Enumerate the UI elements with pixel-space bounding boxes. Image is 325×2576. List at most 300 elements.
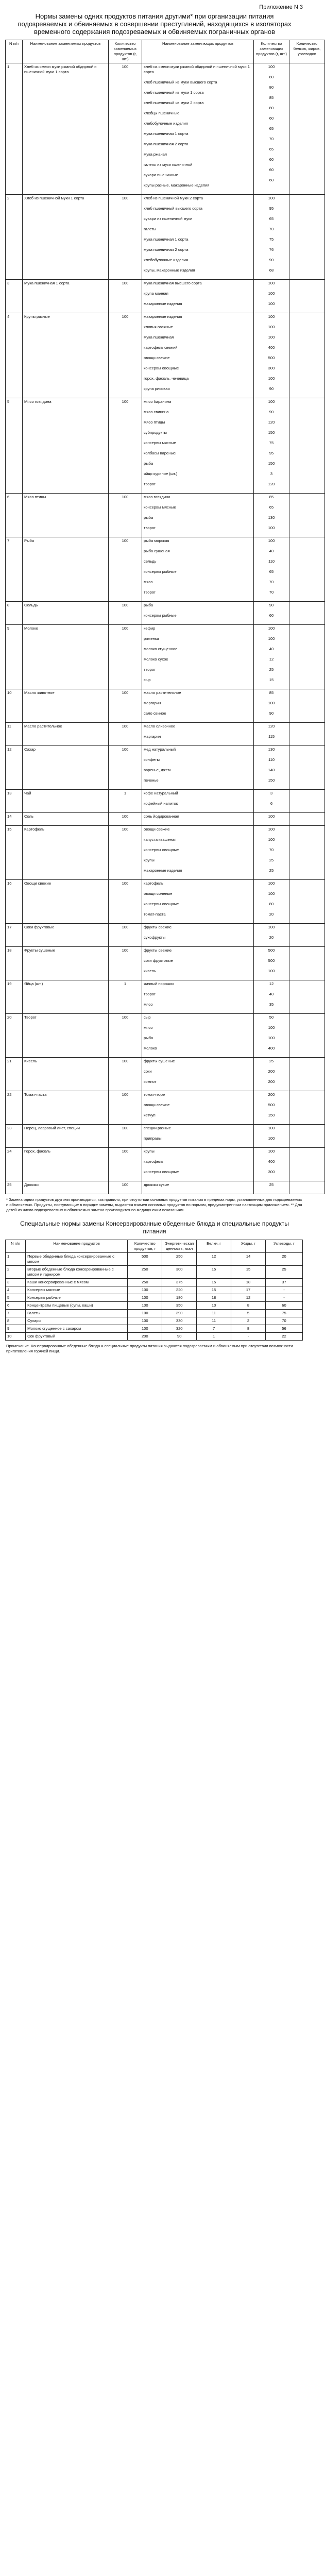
replacement-item: макаронные изделия: [144, 868, 182, 873]
replacement-item: сельдь: [144, 559, 157, 564]
table-row: [6, 790, 325, 813]
row-name: Молоко: [23, 625, 109, 689]
replacement-qty-item: 75: [269, 237, 274, 242]
row-replacement-qty: [254, 494, 289, 537]
header2-protein: Белки, г: [197, 1240, 231, 1253]
cell-e: 220: [162, 1286, 197, 1294]
table-row: [6, 689, 325, 723]
replacement-item: субпродукты: [144, 430, 167, 435]
replacement-qty-item: 65: [269, 569, 274, 574]
row-name: Яйца (шт.): [23, 980, 109, 1014]
replacement-qty-item: 100: [268, 301, 275, 306]
table-row: [6, 947, 325, 980]
replacement-item: масло растительное: [144, 690, 181, 695]
row-name: Горох, фасоль: [23, 1148, 109, 1181]
header2-carbs: Углеводы, г: [265, 1240, 302, 1253]
replacement-qty-item: 15: [269, 677, 274, 682]
row-replacement-qty: [254, 980, 289, 1014]
cell-p: 1: [197, 1333, 231, 1341]
row-note: [289, 313, 325, 398]
table-row: [6, 313, 325, 398]
row-qty: 100: [109, 602, 142, 625]
cell-f: 12: [231, 1294, 266, 1302]
replacement-qty-item: 100: [268, 376, 275, 381]
row-name: Дрожжи: [23, 1181, 109, 1194]
header2-fat: Жиры, г: [231, 1240, 266, 1253]
replacement-qty-item: 20: [269, 935, 274, 940]
row-num: 17: [6, 924, 23, 947]
replacement-qty-item: 68: [269, 268, 274, 273]
cell-name: Каши консервированные с мясом: [26, 1279, 128, 1286]
cell-num: 10: [6, 1333, 26, 1341]
replacement-item: соки фруктовые: [144, 958, 173, 963]
row-replacements: [142, 746, 254, 790]
row-replacement-qty: [254, 602, 289, 625]
row-name: Мясо говядина: [23, 398, 109, 494]
row-name: Мука пшеничная 1 сорта: [23, 280, 109, 313]
row-replacement-qty: [254, 813, 289, 826]
replacement-item: хлеб из смеси муки ржаной обдирной и пшеничной муки 1 сорта: [144, 64, 250, 74]
replacement-qty-item: 85: [269, 690, 274, 695]
row-replacement-qty: [254, 625, 289, 689]
row-name: Хлеб из смеси муки ржаной обдирной и пшеничной муки 1 сорта: [23, 63, 109, 195]
replacement-qty-item: 65: [269, 216, 274, 221]
replacement-item: сухари из пшеничной муки: [144, 216, 193, 221]
replacement-item: консервы рыбные: [144, 569, 177, 574]
cell-f: 14: [231, 1253, 266, 1266]
replacement-qty-item: 150: [268, 778, 275, 783]
row-note: [289, 1091, 325, 1125]
row-num: 23: [6, 1125, 23, 1148]
replacement-item: соль йодированная: [144, 814, 179, 819]
cell-f: -: [231, 1333, 266, 1341]
cell-f: 18: [231, 1279, 266, 1286]
table-row: [6, 494, 325, 537]
cell-e: 180: [162, 1294, 197, 1302]
cell-qty: 100: [128, 1310, 162, 1317]
row-note: [289, 398, 325, 494]
cell-num: 8: [6, 1317, 26, 1325]
replacement-qty-item: 500: [268, 948, 275, 953]
replacement-qty-item: 120: [268, 420, 275, 425]
row-name: Соки фруктовые: [23, 924, 109, 947]
row-replacements: [142, 63, 254, 195]
cell-c: -: [265, 1294, 302, 1302]
row-name: Масло растительное: [23, 723, 109, 746]
row-replacement-qty: [254, 746, 289, 790]
cell-c: -: [265, 1286, 302, 1294]
replacement-item: фрукты сушеные: [144, 1059, 175, 1063]
replacement-item: варенье, джем: [144, 768, 171, 772]
row-replacement-qty: [254, 880, 289, 924]
replacement-item: сало свиное: [144, 711, 166, 716]
cell-c: 37: [265, 1279, 302, 1286]
cell-c: 70: [265, 1317, 302, 1325]
table2-row: [6, 1317, 303, 1325]
cell-qty: 100: [128, 1286, 162, 1294]
row-replacements: [142, 790, 254, 813]
table-row: [6, 537, 325, 602]
replacement-item: картофель: [144, 881, 163, 886]
replacement-qty-item: 70: [269, 580, 274, 584]
replacement-qty-item: 25: [269, 1059, 274, 1063]
row-replacements: [142, 880, 254, 924]
replacement-item: хлеб пшеничный из муки 1 сорта: [144, 90, 204, 95]
row-replacements: [142, 689, 254, 723]
replacement-qty-item: 6: [270, 801, 273, 806]
cell-f: 15: [231, 1266, 266, 1279]
row-replacement-qty: [254, 924, 289, 947]
replacement-item: кисель: [144, 969, 156, 973]
row-note: [289, 1181, 325, 1194]
cell-qty: 200: [128, 1333, 162, 1341]
row-name: Мясо птицы: [23, 494, 109, 537]
cell-f: 8: [231, 1302, 266, 1310]
replacement-qty-item: 100: [268, 636, 275, 641]
page-title: Нормы замены одних продуктов питания другими* при организации питания подозреваемых и обвиняемых в совершении преступлений, находящихся в изоляторах временного содержания подозреваемых и обвиняемых пограничных органов: [18, 12, 292, 36]
replacement-item: соки: [144, 1069, 152, 1074]
replacement-qty-item: 70: [269, 590, 274, 595]
cell-qty: 500: [128, 1253, 162, 1266]
cell-e: 250: [162, 1253, 197, 1266]
cell-num: 7: [6, 1310, 26, 1317]
replacement-item: сухари пшеничные: [144, 173, 178, 177]
replacement-qty-item: 300: [268, 1170, 275, 1174]
replacement-qty-item: 100: [268, 701, 275, 705]
table2-row: [6, 1294, 303, 1302]
row-replacement-qty: [254, 947, 289, 980]
replacement-item: молоко: [144, 1046, 157, 1050]
replacement-qty-item: 100: [268, 281, 275, 285]
cell-c: 20: [265, 1253, 302, 1266]
replacement-qty-item: 85: [269, 95, 274, 100]
replacement-item: горох, фасоль, чечевица: [144, 376, 189, 381]
table-row: [6, 1125, 325, 1148]
replacement-qty-item: 85: [269, 495, 274, 499]
row-qty: 1: [109, 980, 142, 1014]
row-qty: 100: [109, 1125, 142, 1148]
replacement-item: компот: [144, 1079, 157, 1084]
row-num: 6: [6, 494, 23, 537]
replacement-qty-item: 12: [269, 657, 274, 662]
row-replacement-qty: [254, 1091, 289, 1125]
row-note: [289, 689, 325, 723]
row-qty: 100: [109, 689, 142, 723]
row-note: [289, 602, 325, 625]
replacement-item: крупы: [144, 858, 155, 862]
replacement-item: хлебобулочные изделия: [144, 121, 189, 126]
replacement-item: галеты из муки пшеничной: [144, 162, 193, 167]
row-replacement-qty: [254, 1148, 289, 1181]
row-name: Перец, лавровый лист, специи: [23, 1125, 109, 1148]
replacement-qty-item: 60: [269, 116, 274, 121]
row-replacements: [142, 1091, 254, 1125]
replacement-qty-item: 25: [269, 858, 274, 862]
row-replacements: [142, 537, 254, 602]
replacement-item: кефир: [144, 626, 156, 631]
table-row: [6, 280, 325, 313]
cell-e: 300: [162, 1266, 197, 1279]
row-qty: 100: [109, 880, 142, 924]
replacement-item: консервы мясные: [144, 440, 176, 445]
replacement-item: крупа рисовая: [144, 386, 170, 391]
row-num: 22: [6, 1091, 23, 1125]
replacement-item: маргарин: [144, 701, 161, 705]
cell-num: 6: [6, 1302, 26, 1310]
replacement-item: хлеб пшеничный высшего сорта: [144, 206, 202, 211]
replacement-item: овощи свежие: [144, 1103, 170, 1107]
row-qty: 100: [109, 924, 142, 947]
row-qty: 100: [109, 537, 142, 602]
row-qty: 100: [109, 195, 142, 280]
table2-row: [6, 1279, 303, 1286]
replacement-item: сыр: [144, 677, 151, 682]
replacement-qty-item: 500: [268, 1103, 275, 1107]
replacement-item: хлебобулочные изделия: [144, 258, 189, 262]
replacement-qty-item: 3: [270, 471, 273, 476]
replacement-qty-item: 80: [269, 106, 274, 110]
cell-name: Консервы мясные: [26, 1286, 128, 1294]
replacement-qty-item: 100: [268, 64, 275, 69]
replacement-qty-item: 150: [268, 461, 275, 466]
row-num: 5: [6, 398, 23, 494]
row-qty: 100: [109, 1091, 142, 1125]
table-row: [6, 1058, 325, 1091]
row-qty: 100: [109, 813, 142, 826]
table-row: [6, 980, 325, 1014]
row-num: 24: [6, 1148, 23, 1181]
row-name: Рыба: [23, 537, 109, 602]
row-replacements: [142, 280, 254, 313]
header-num: N п/п: [6, 40, 23, 63]
replacement-item: дрожжи сухие: [144, 1182, 169, 1187]
section2-title: Специальные нормы замены Консервированные обеденные блюда и специальные продукты питания: [20, 1220, 289, 1235]
replacement-qty-item: 60: [269, 167, 274, 172]
cell-qty: 250: [128, 1266, 162, 1279]
replacement-item: мука пшеничная 2 сорта: [144, 247, 189, 252]
header2-qty: Количество продуктов, г: [128, 1240, 162, 1253]
replacement-item: томат-паста: [144, 912, 166, 917]
row-name: Сельдь: [23, 602, 109, 625]
replacement-qty-item: 115: [268, 734, 275, 739]
table2-header-row: [6, 1240, 303, 1253]
replacement-item: макаронные изделия: [144, 314, 182, 319]
replacement-qty-item: 60: [269, 178, 274, 182]
row-num: 16: [6, 880, 23, 924]
table-row: [6, 1148, 325, 1181]
row-num: 2: [6, 195, 23, 280]
cell-c: 56: [265, 1325, 302, 1333]
replacement-item: картофель свежий: [144, 345, 178, 350]
table2-row: [6, 1302, 303, 1310]
row-num: 20: [6, 1014, 23, 1058]
cell-qty: 100: [128, 1294, 162, 1302]
row-qty: 100: [109, 398, 142, 494]
replacement-item: фрукты свежие: [144, 925, 172, 929]
row-replacements: [142, 947, 254, 980]
header-note: Количество белков, жиров, углеводов: [289, 40, 325, 63]
row-replacements: [142, 625, 254, 689]
replacement-qty-item: 100: [268, 969, 275, 973]
replacement-item: овощи соленые: [144, 891, 173, 896]
replacement-item: картофель: [144, 1159, 163, 1164]
row-qty: 100: [109, 313, 142, 398]
replacement-qty-item: 80: [269, 902, 274, 906]
cell-c: 60: [265, 1302, 302, 1310]
replacement-qty-item: 100: [268, 891, 275, 896]
header2-energy: Энергетическая ценность, ккал: [162, 1240, 197, 1253]
cell-p: 11: [197, 1317, 231, 1325]
table-header-row: [6, 40, 325, 63]
replacement-item: кофейный напиток: [144, 801, 178, 806]
replacement-item: молоко сухое: [144, 657, 168, 662]
replacement-item: галеты: [144, 227, 157, 231]
replacement-item: яичный порошок: [144, 981, 174, 986]
table-row: [6, 625, 325, 689]
table2-row: [6, 1310, 303, 1317]
table-row: [6, 602, 325, 625]
replacement-qty-item: 200: [268, 1069, 275, 1074]
replacement-item: фрукты свежие: [144, 948, 172, 953]
table2-row: [6, 1266, 303, 1279]
replacement-item: печенье: [144, 778, 159, 783]
cell-c: 22: [265, 1333, 302, 1341]
row-qty: 100: [109, 826, 142, 880]
replacement-item: ряженка: [144, 636, 159, 641]
table-row: [6, 1181, 325, 1194]
cell-name: Концентраты пищевые (супы, каши): [26, 1302, 128, 1310]
replacement-qty-item: 110: [268, 757, 275, 762]
replacement-item: творог: [144, 526, 156, 530]
replacement-item: рыба: [144, 1036, 153, 1040]
row-replacements: [142, 602, 254, 625]
footnotes: * Замена одних продуктов другими производится, как правило, при отсутствии основных продуктов питания в пределах норм, установленных для подозреваемых и обвиняемых. Продукты, поступающие в порядке замены, выдаются взамен основных продуктов по нормам, предусмотренным настоящим приложением. ** Для детей из числа подозреваемых и обвиняемых замена производится по медицинским показаниям.: [6, 1197, 302, 1212]
row-num: 4: [6, 313, 23, 398]
row-note: [289, 494, 325, 537]
row-num: 19: [6, 980, 23, 1014]
table2-row: [6, 1325, 303, 1333]
cell-p: 15: [197, 1266, 231, 1279]
header2-name: Наименование продуктов: [26, 1240, 128, 1253]
row-replacements: [142, 195, 254, 280]
cell-num: 9: [6, 1325, 26, 1333]
table-row: [6, 1014, 325, 1058]
replacement-qty-item: 100: [268, 1149, 275, 1154]
row-replacement-qty: [254, 1014, 289, 1058]
replacement-qty-item: 100: [268, 814, 275, 819]
table2-body: [6, 1253, 303, 1341]
replacement-qty-item: 50: [269, 1015, 274, 1020]
cell-c: 75: [265, 1310, 302, 1317]
replacement-item: яйцо куриное (шт.): [144, 471, 178, 476]
header-qty: Количество заменяемых продуктов (г, шт.): [109, 40, 142, 63]
cell-p: 10: [197, 1302, 231, 1310]
replacement-item: мука ржаная: [144, 152, 167, 157]
row-note: [289, 1014, 325, 1058]
table-row: [6, 63, 325, 195]
replacement-item: рыба морская: [144, 538, 169, 543]
cell-name: Сухари: [26, 1317, 128, 1325]
row-replacements: [142, 924, 254, 947]
replacement-qty-item: 140: [268, 768, 275, 772]
replacement-item: крупы, макаронные изделия: [144, 268, 195, 273]
replacement-item: специи разные: [144, 1126, 171, 1130]
row-qty: 100: [109, 947, 142, 980]
replacement-qty-item: 120: [268, 482, 275, 486]
replacement-qty-item: 25: [269, 868, 274, 873]
cell-name: Первые обеденные блюда консервированные с мясом: [26, 1253, 128, 1266]
row-num: 9: [6, 625, 23, 689]
replacement-item: мясо свинина: [144, 410, 169, 414]
replacement-qty-item: 65: [269, 505, 274, 510]
cell-f: 5: [231, 1310, 266, 1317]
replacement-qty-item: 80: [269, 75, 274, 79]
row-replacements: [142, 1148, 254, 1181]
replacement-qty-item: 100: [268, 325, 275, 329]
header2-num: N п/п: [6, 1240, 26, 1253]
replacement-item: крупа манная: [144, 291, 168, 296]
replacement-qty-item: 100: [268, 837, 275, 842]
replacement-item: кетчуп: [144, 1113, 156, 1117]
replacement-item: мука пшеничная 1 сорта: [144, 237, 189, 242]
cell-p: 11: [197, 1310, 231, 1317]
replacement-qty-item: 150: [268, 1113, 275, 1117]
replacement-qty-item: 130: [268, 515, 275, 520]
replacement-qty-item: 90: [269, 410, 274, 414]
replacement-item: творог: [144, 667, 156, 672]
cell-name: Консервы рыбные: [26, 1294, 128, 1302]
row-note: [289, 947, 325, 980]
replacement-qty-item: 65: [269, 147, 274, 151]
row-note: [289, 723, 325, 746]
row-replacement-qty: [254, 313, 289, 398]
replacement-item: хлеб пшеничный из муки высшего сорта: [144, 80, 217, 84]
row-note: [289, 880, 325, 924]
row-num: 7: [6, 537, 23, 602]
replacement-qty-item: 100: [268, 335, 275, 340]
replacement-qty-item: 500: [268, 355, 275, 360]
cell-name: Галеты: [26, 1310, 128, 1317]
row-note: [289, 826, 325, 880]
table2-row: [6, 1333, 303, 1341]
replacement-item: крупы: [144, 1149, 155, 1154]
replacement-item: рыба: [144, 515, 153, 520]
replacement-item: крупы разные, макаронные изделия: [144, 183, 210, 188]
row-replacements: [142, 398, 254, 494]
row-note: [289, 924, 325, 947]
row-name: Крупы разные: [23, 313, 109, 398]
row-replacement-qty: [254, 689, 289, 723]
row-qty: 100: [109, 746, 142, 790]
cell-name: Молоко сгущенное с сахаром: [26, 1325, 128, 1333]
row-replacements: [142, 313, 254, 398]
row-num: 13: [6, 790, 23, 813]
replacement-item: колбасы вареные: [144, 451, 176, 455]
cell-e: 90: [162, 1333, 197, 1341]
row-replacements: [142, 826, 254, 880]
footnotes2: Примечание. Консервированные обеденные блюда и специальные продукты питания выдаются подозреваемым и обвиняемым при отсутствии возможности приготовления горячей пищи.: [6, 1344, 293, 1353]
replacement-qty-item: 40: [269, 647, 274, 651]
cell-qty: 100: [128, 1317, 162, 1325]
replacement-qty-item: 95: [269, 451, 274, 455]
replacement-qty-item: 100: [268, 196, 275, 200]
row-name: Чай: [23, 790, 109, 813]
replacement-item: хлеб пшеничный из муки 2 сорта: [144, 100, 204, 105]
table-row: [6, 813, 325, 826]
replacement-qty-item: 100: [268, 1025, 275, 1030]
row-name: Творог: [23, 1014, 109, 1058]
table-row: [6, 1091, 325, 1125]
